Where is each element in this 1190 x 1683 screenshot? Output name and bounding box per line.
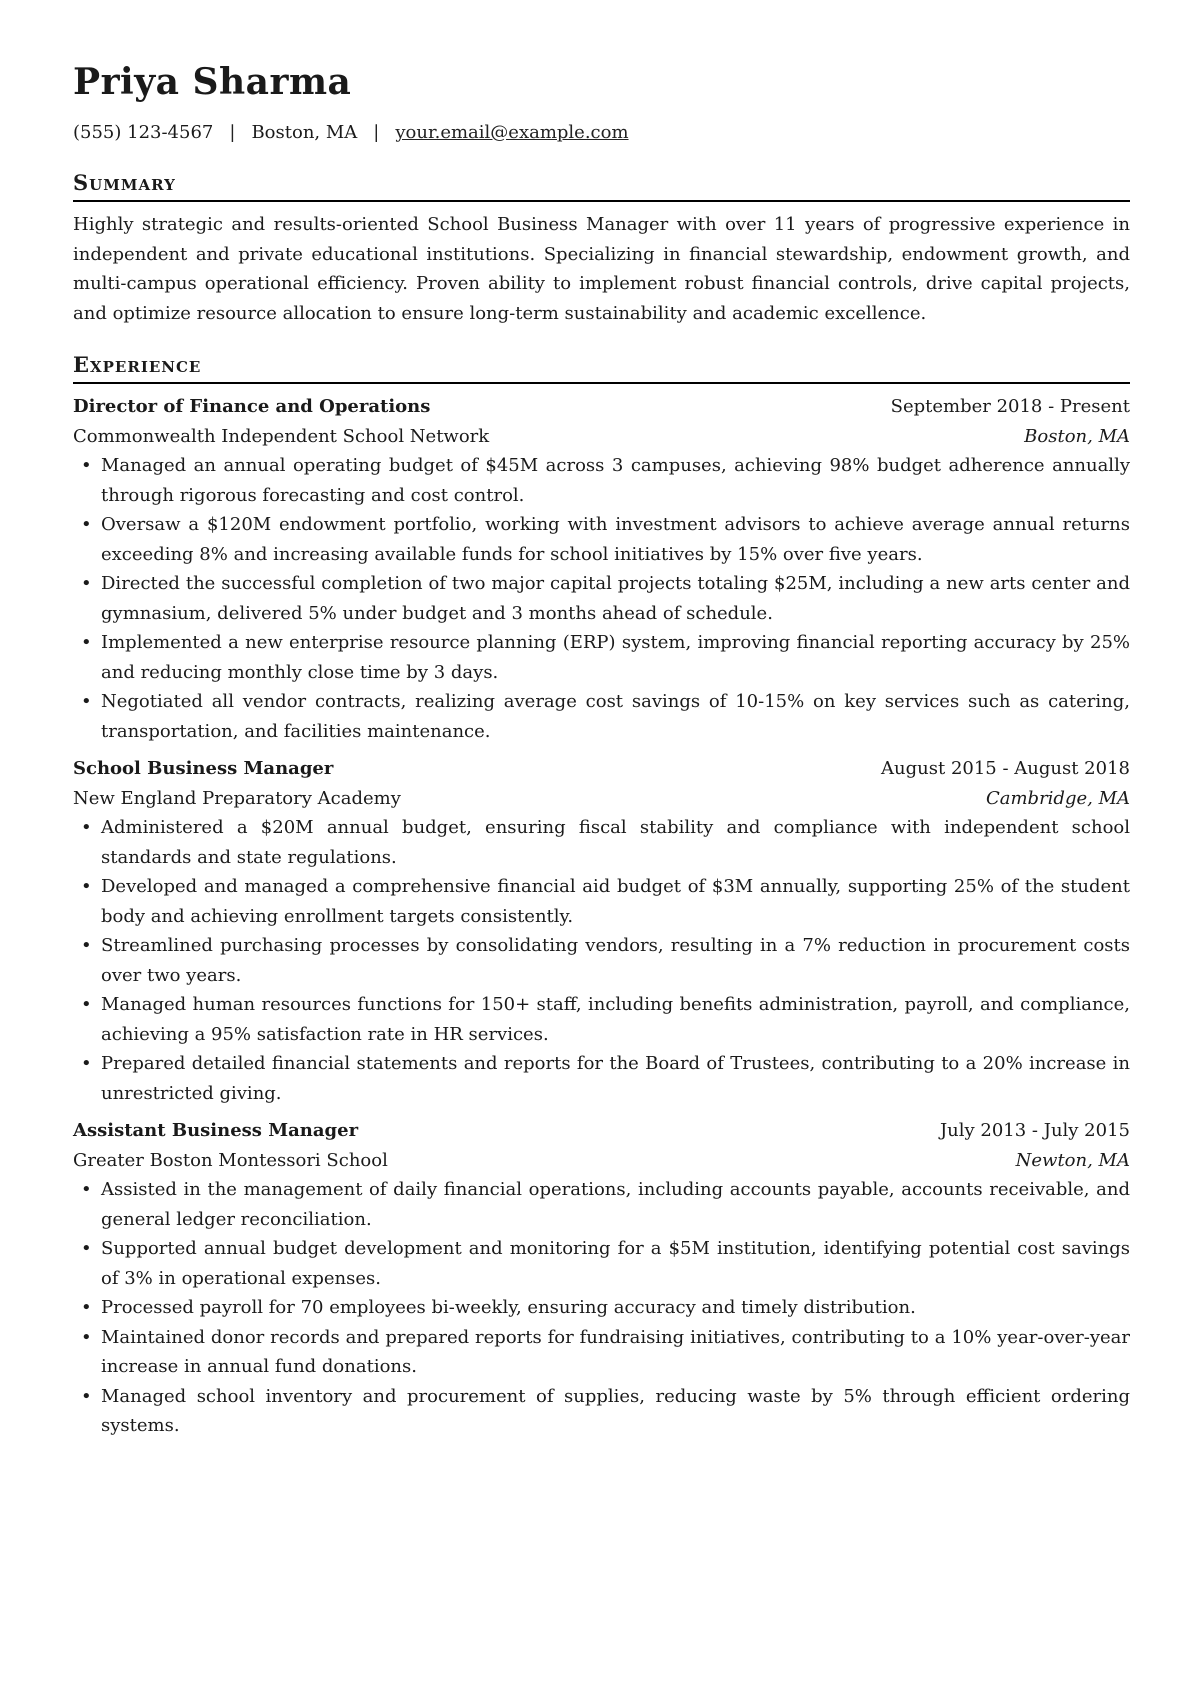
job-title: School Business Manager [73, 758, 334, 779]
job-location: Newton, MA [1015, 1149, 1130, 1171]
bullet-item: • Directed the successful completion of two major capital projects totaling $25M, including a new arts center and gymnasium, delivered 5% under budget and 3 months ahead of schedule. [73, 569, 1130, 628]
job-organization: Greater Boston Montessori School [73, 1149, 388, 1171]
bullet-item: • Implemented a new enterprise resource planning (ERP) system, improving financial reporting accuracy by 25% and reducing monthly close time by 3 days. [73, 628, 1130, 687]
job-organization: New England Preparatory Academy [73, 787, 401, 809]
email-link[interactable]: your.email@example.com [395, 122, 629, 143]
bullet-item: • Prepared detailed financial statements and reports for the Board of Trustees, contributing to a 20% increase in unrestricted giving. [73, 1049, 1130, 1108]
job-entry [73, 754, 1130, 1108]
job-header-row [73, 1116, 1130, 1146]
bullet-item: • Administered a $20M annual budget, ensuring fiscal stability and compliance with independent school standards and state regulations. [73, 813, 1130, 872]
job-org-row [73, 422, 1130, 452]
summary-heading: Summary [73, 168, 1130, 202]
experience-list [73, 392, 1130, 1441]
job-dates: July 2013 - July 2015 [939, 1120, 1130, 1141]
contact-separator: | [373, 122, 380, 143]
summary-text: Highly strategic and results-oriented School Business Manager with over 11 years of progressive experience in independent and private educational institutions. Specializing in financial stewardship, endowment growth, and multi-campus operational efficiency. Proven ability to implement robust financial controls, drive capital projects, and optimize resource allocation to ensure long-term sustainability and academic excellence. [73, 214, 1130, 324]
job-title: Director of Finance and Operations [73, 396, 431, 417]
job-bullets [73, 1175, 1130, 1441]
contact-line [73, 120, 1130, 146]
job-header-row [73, 754, 1130, 784]
job-title: Assistant Business Manager [73, 1120, 359, 1141]
contact-separator: | [229, 122, 236, 143]
job-header-row [73, 392, 1130, 422]
bullet-item: • Developed and managed a comprehensive financial aid budget of $3M annually, supporting 25% of the student body and achieving enrollment targets consistently. [73, 872, 1130, 931]
bullet-item: • Supported annual budget development and monitoring for a $5M institution, identifying potential cost savings of 3% in operational expenses. [73, 1234, 1130, 1293]
bullet-item: • Maintained donor records and prepared reports for fundraising initiatives, contributing to a 10% year-over-year increase in annual fund donations. [73, 1323, 1130, 1382]
bullet-item: • Oversaw a $120M endowment portfolio, working with investment advisors to achieve average annual returns exceeding 8% and increasing available funds for school initiatives by 15% over five years. [73, 510, 1130, 569]
bullet-item: • Streamlined purchasing processes by consolidating vendors, resulting in a 7% reduction in procurement costs over two years. [73, 931, 1130, 990]
job-entry [73, 392, 1130, 746]
job-org-row [73, 1146, 1130, 1176]
phone-number: (555) 123-4567 [73, 122, 214, 143]
job-dates: August 2015 - August 2018 [881, 758, 1130, 779]
bullet-item: • Assisted in the management of daily financial operations, including accounts payable, accounts receivable, and general ledger reconciliation. [73, 1175, 1130, 1234]
experience-heading: Experience [73, 350, 1130, 384]
job-org-row [73, 784, 1130, 814]
bullet-item: • Negotiated all vendor contracts, realizing average cost savings of 10-15% on key services such as catering, transportation, and facilities maintenance. [73, 687, 1130, 746]
bullet-item: • Processed payroll for 70 employees bi-weekly, ensuring accuracy and timely distribution. [73, 1293, 1130, 1323]
contact-location: Boston, MA [251, 122, 358, 143]
job-bullets [73, 451, 1130, 746]
job-organization: Commonwealth Independent School Network [73, 425, 490, 447]
bullet-item: • Managed an annual operating budget of $45M across 3 campuses, achieving 98% budget adherence annually through rigorous forecasting and cost control. [73, 451, 1130, 510]
job-location: Boston, MA [1024, 425, 1130, 447]
job-bullets [73, 813, 1130, 1108]
bullet-item: • Managed human resources functions for 150+ staff, including benefits administration, payroll, and compliance, achieving a 95% satisfaction rate in HR services. [73, 990, 1130, 1049]
job-entry [73, 1116, 1130, 1441]
candidate-name: Priya Sharma [73, 61, 352, 103]
job-dates: September 2018 - Present [890, 396, 1130, 417]
bullet-item: • Managed school inventory and procurement of supplies, reducing waste by 5% through efficient ordering systems. [73, 1382, 1130, 1441]
job-location: Cambridge, MA [985, 787, 1130, 809]
